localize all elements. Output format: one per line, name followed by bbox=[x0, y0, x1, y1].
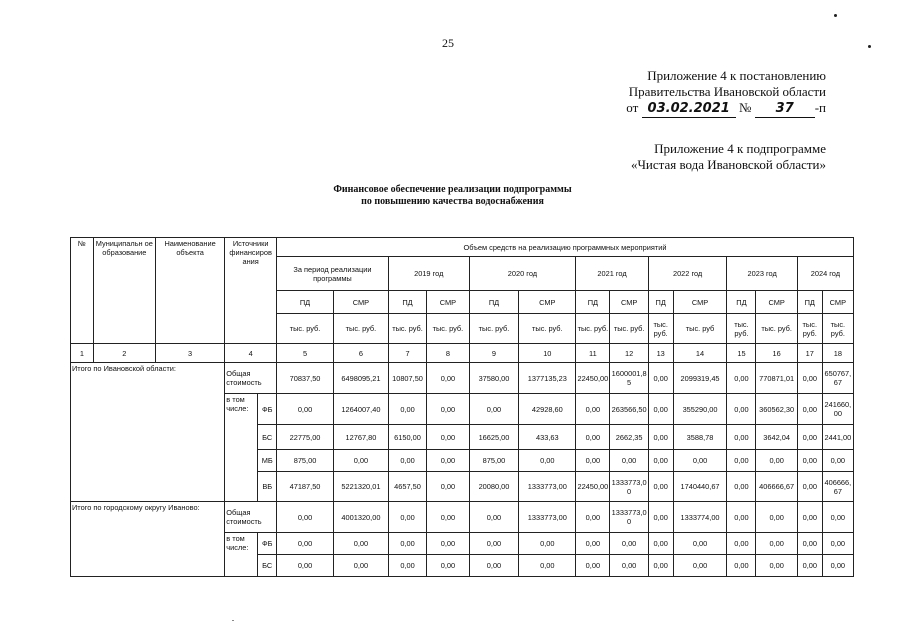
column-number: 15 bbox=[727, 344, 756, 363]
table-cell: 0,00 bbox=[727, 533, 756, 555]
table-cell: 0,00 bbox=[648, 502, 673, 533]
table-cell: 0,00 bbox=[673, 450, 727, 472]
table-cell: 0,00 bbox=[576, 450, 610, 472]
group-label: Итого по городскому округу Иваново: bbox=[71, 502, 225, 577]
number-suffix: -п bbox=[814, 100, 826, 115]
table-cell: 0,00 bbox=[648, 533, 673, 555]
column-number: 7 bbox=[388, 344, 426, 363]
table-cell: 47187,50 bbox=[277, 472, 334, 502]
table-cell: 1333774,00 bbox=[673, 502, 727, 533]
header-sub: СМР bbox=[756, 291, 797, 314]
table-cell: 0,00 bbox=[388, 533, 426, 555]
table-cell: 1333773,00 bbox=[519, 472, 576, 502]
table-cell: 433,63 bbox=[519, 425, 576, 450]
handwritten-date: 03.02.2021 bbox=[642, 101, 736, 118]
table-cell: 0,00 bbox=[727, 425, 756, 450]
column-number: 6 bbox=[333, 344, 388, 363]
total-label: Общая стоимость bbox=[225, 363, 277, 394]
table-cell: 0,00 bbox=[822, 555, 853, 577]
table-row bbox=[71, 502, 854, 533]
table-cell: 1264007,40 bbox=[333, 394, 388, 425]
resolution-date-number bbox=[626, 100, 826, 118]
table-cell: 0,00 bbox=[427, 425, 469, 450]
table-cell: 0,00 bbox=[822, 533, 853, 555]
column-number: 8 bbox=[427, 344, 469, 363]
document-title bbox=[0, 184, 905, 208]
table-cell: 0,00 bbox=[519, 533, 576, 555]
table-cell: 0,00 bbox=[277, 502, 334, 533]
page-number: 25 bbox=[442, 36, 454, 50]
table-cell: 360562,30 bbox=[756, 394, 797, 425]
header-sub: СМР bbox=[427, 291, 469, 314]
table-cell: 1377135,23 bbox=[519, 363, 576, 394]
table-cell: 0,00 bbox=[648, 394, 673, 425]
table-cell: 1740440,67 bbox=[673, 472, 727, 502]
header-sub: ПД bbox=[388, 291, 426, 314]
header-sub: СМР bbox=[519, 291, 576, 314]
table-cell: 0,00 bbox=[277, 533, 334, 555]
header-year: 2023 год bbox=[727, 257, 797, 291]
table-cell: 0,00 bbox=[797, 363, 822, 394]
source-code: ВБ bbox=[258, 472, 277, 502]
table-cell: 0,00 bbox=[756, 502, 797, 533]
table-cell: 650767,67 bbox=[822, 363, 853, 394]
appendix-resolution-line2: Правительства Ивановской области bbox=[628, 84, 826, 99]
from-label: от bbox=[626, 100, 639, 115]
table-cell: 0,00 bbox=[727, 472, 756, 502]
table-cell: 0,00 bbox=[576, 555, 610, 577]
table-cell: 0,00 bbox=[610, 555, 648, 577]
table-cell: 0,00 bbox=[576, 502, 610, 533]
table-cell: 0,00 bbox=[277, 555, 334, 577]
table-cell: 0,00 bbox=[427, 502, 469, 533]
table-cell: 1333773,00 bbox=[610, 502, 648, 533]
column-number: 18 bbox=[822, 344, 853, 363]
table-cell: 0,00 bbox=[797, 450, 822, 472]
header-year: 2022 год bbox=[648, 257, 727, 291]
table-cell: 875,00 bbox=[277, 450, 334, 472]
table-cell: 263566,50 bbox=[610, 394, 648, 425]
table-cell: 6498095,21 bbox=[333, 363, 388, 394]
header-unit: тыс. руб. bbox=[388, 314, 426, 344]
table-cell: 0,00 bbox=[756, 533, 797, 555]
financing-table bbox=[70, 237, 854, 577]
table-cell: 0,00 bbox=[797, 472, 822, 502]
table-cell: 3642,04 bbox=[756, 425, 797, 450]
appendix-resolution-line1: Приложение 4 к постановлению bbox=[647, 68, 826, 83]
table-cell: 0,00 bbox=[727, 502, 756, 533]
table-cell: 0,00 bbox=[427, 394, 469, 425]
table-cell: 0,00 bbox=[727, 555, 756, 577]
table-cell: 37580,00 bbox=[469, 363, 519, 394]
header-unit: тыс. руб. bbox=[756, 314, 797, 344]
scan-speck bbox=[868, 45, 871, 48]
column-number: 10 bbox=[519, 344, 576, 363]
header-year: 2019 год bbox=[388, 257, 469, 291]
scan-speck bbox=[834, 14, 837, 17]
header-unit: тыс. руб. bbox=[797, 314, 822, 344]
table-cell: 12767,80 bbox=[333, 425, 388, 450]
table-cell: 770871,01 bbox=[756, 363, 797, 394]
table-cell: 1333773,00 bbox=[610, 472, 648, 502]
header-sub: СМР bbox=[822, 291, 853, 314]
appendix-subprogram bbox=[631, 141, 826, 173]
title-line2: по повышению качества водоснабжения bbox=[361, 196, 544, 207]
table-cell: 355290,00 bbox=[673, 394, 727, 425]
table-cell: 0,00 bbox=[388, 555, 426, 577]
header-sub: ПД bbox=[648, 291, 673, 314]
table-cell: 1600001,85 bbox=[610, 363, 648, 394]
table-cell: 0,00 bbox=[333, 555, 388, 577]
table-cell: 406666,67 bbox=[756, 472, 797, 502]
header-unit: тыс. руб. bbox=[519, 314, 576, 344]
scan-mark bbox=[232, 620, 234, 621]
table-cell: 42928,60 bbox=[519, 394, 576, 425]
header-unit: тыс. руб. bbox=[333, 314, 388, 344]
table-cell: 0,00 bbox=[822, 502, 853, 533]
header-sub: ПД bbox=[277, 291, 334, 314]
table-cell: 0,00 bbox=[277, 394, 334, 425]
header-num: № bbox=[71, 238, 94, 344]
table-cell: 10807,50 bbox=[388, 363, 426, 394]
source-code: МБ bbox=[258, 450, 277, 472]
table-cell: 0,00 bbox=[427, 363, 469, 394]
title-line1: Финансовое обеспечение реализации подпрограммы bbox=[333, 184, 572, 195]
header-sub: ПД bbox=[469, 291, 519, 314]
table-cell: 4657,50 bbox=[388, 472, 426, 502]
header-unit: тыс. руб. bbox=[469, 314, 519, 344]
header-unit: тыс. руб. bbox=[277, 314, 334, 344]
table-cell: 875,00 bbox=[469, 450, 519, 472]
table-cell: 2441,00 bbox=[822, 425, 853, 450]
appendix-subprogram-line2: «Чистая вода Ивановской области» bbox=[630, 157, 826, 172]
header-year: 2024 год bbox=[797, 257, 853, 291]
table-cell: 0,00 bbox=[610, 450, 648, 472]
source-code: ФБ bbox=[258, 394, 277, 425]
header-volume: Объем средств на реализацию программных мероприятий bbox=[277, 238, 854, 257]
table-cell: 20080,00 bbox=[469, 472, 519, 502]
table-cell: 0,00 bbox=[388, 394, 426, 425]
table-cell: 0,00 bbox=[648, 472, 673, 502]
table-cell: 0,00 bbox=[797, 555, 822, 577]
table-cell: 0,00 bbox=[648, 450, 673, 472]
header-year: 2020 год bbox=[469, 257, 576, 291]
column-number: 14 bbox=[673, 344, 727, 363]
table-cell: 0,00 bbox=[576, 533, 610, 555]
header-unit: тыс. руб. bbox=[727, 314, 756, 344]
table-cell: 5221320,01 bbox=[333, 472, 388, 502]
table-cell: 0,00 bbox=[427, 533, 469, 555]
column-number: 3 bbox=[155, 344, 224, 363]
header-sub: ПД bbox=[797, 291, 822, 314]
table-cell: 0,00 bbox=[610, 533, 648, 555]
table-cell: 0,00 bbox=[427, 450, 469, 472]
column-number: 12 bbox=[610, 344, 648, 363]
table-cell: 2099319,45 bbox=[673, 363, 727, 394]
table-cell: 0,00 bbox=[797, 533, 822, 555]
table-cell: 406666,67 bbox=[822, 472, 853, 502]
table-cell: 241660,00 bbox=[822, 394, 853, 425]
table-cell: 70837,50 bbox=[277, 363, 334, 394]
table-cell: 1333773,00 bbox=[519, 502, 576, 533]
table-cell: 0,00 bbox=[388, 450, 426, 472]
header-sub: СМР bbox=[673, 291, 727, 314]
column-number: 4 bbox=[225, 344, 277, 363]
header-unit: тыс. руб. bbox=[822, 314, 853, 344]
table-cell: 0,00 bbox=[648, 425, 673, 450]
table-cell: 0,00 bbox=[673, 555, 727, 577]
header-year: 2021 год bbox=[576, 257, 648, 291]
header-sub: ПД bbox=[576, 291, 610, 314]
table-cell: 0,00 bbox=[756, 555, 797, 577]
table-cell: 3588,78 bbox=[673, 425, 727, 450]
source-code: БС bbox=[258, 425, 277, 450]
table-cell: 0,00 bbox=[756, 450, 797, 472]
table-cell: 0,00 bbox=[797, 425, 822, 450]
table-cell: 0,00 bbox=[727, 450, 756, 472]
table-cell: 0,00 bbox=[469, 394, 519, 425]
table-cell: 0,00 bbox=[797, 502, 822, 533]
header-unit: тыс. руб. bbox=[427, 314, 469, 344]
table-cell: 6150,00 bbox=[388, 425, 426, 450]
table-cell: 0,00 bbox=[519, 450, 576, 472]
table-cell: 4001320,00 bbox=[333, 502, 388, 533]
table-cell: 0,00 bbox=[333, 450, 388, 472]
table-cell: 22775,00 bbox=[277, 425, 334, 450]
header-sub: ПД bbox=[727, 291, 756, 314]
column-number: 11 bbox=[576, 344, 610, 363]
appendix-subprogram-line1: Приложение 4 к подпрограмме bbox=[654, 141, 826, 156]
header-unit: тыс. руб. bbox=[610, 314, 648, 344]
appendix-resolution bbox=[626, 68, 826, 118]
column-number: 2 bbox=[93, 344, 155, 363]
table-cell: 0,00 bbox=[576, 394, 610, 425]
column-number: 13 bbox=[648, 344, 673, 363]
table-cell: 0,00 bbox=[427, 472, 469, 502]
header-municipality: Муниципальн ое образование bbox=[93, 238, 155, 344]
table-cell: 0,00 bbox=[469, 555, 519, 577]
table-cell: 0,00 bbox=[797, 394, 822, 425]
header-unit: тыс. руб. bbox=[648, 314, 673, 344]
header-sub: СМР bbox=[610, 291, 648, 314]
table-cell: 16625,00 bbox=[469, 425, 519, 450]
column-number: 5 bbox=[277, 344, 334, 363]
table-cell: 0,00 bbox=[648, 363, 673, 394]
table-cell: 0,00 bbox=[427, 555, 469, 577]
table-cell: 0,00 bbox=[469, 533, 519, 555]
table-cell: 22450,00 bbox=[576, 363, 610, 394]
table-cell: 0,00 bbox=[333, 533, 388, 555]
table-cell: 0,00 bbox=[576, 425, 610, 450]
source-code: ФБ bbox=[258, 533, 277, 555]
incl-label: в том числе: bbox=[225, 394, 258, 502]
table-cell: 0,00 bbox=[727, 363, 756, 394]
table-cell: 0,00 bbox=[648, 555, 673, 577]
number-label: № bbox=[739, 100, 752, 115]
table-cell: 0,00 bbox=[388, 502, 426, 533]
incl-label: в том числе: bbox=[225, 533, 258, 577]
column-number: 9 bbox=[469, 344, 519, 363]
header-period: За период реализации программы bbox=[277, 257, 389, 291]
column-number: 16 bbox=[756, 344, 797, 363]
group-label: Итого по Ивановской области: bbox=[71, 363, 225, 502]
column-number: 1 bbox=[71, 344, 94, 363]
total-label: Общая стоимость bbox=[225, 502, 277, 533]
table-cell: 0,00 bbox=[673, 533, 727, 555]
source-code: БС bbox=[258, 555, 277, 577]
header-unit: тыс. руб. bbox=[576, 314, 610, 344]
header-sources: Источники финансиров ания bbox=[225, 238, 277, 344]
table-row bbox=[71, 363, 854, 394]
table-cell: 22450,00 bbox=[576, 472, 610, 502]
column-number: 17 bbox=[797, 344, 822, 363]
handwritten-number: 37 bbox=[755, 101, 815, 118]
header-unit: тыс. руб bbox=[673, 314, 727, 344]
table-cell: 0,00 bbox=[519, 555, 576, 577]
table-cell: 2662,35 bbox=[610, 425, 648, 450]
table-cell: 0,00 bbox=[469, 502, 519, 533]
header-object: Наименование объекта bbox=[155, 238, 224, 344]
table-cell: 0,00 bbox=[822, 450, 853, 472]
header-sub: СМР bbox=[333, 291, 388, 314]
table-cell: 0,00 bbox=[727, 394, 756, 425]
